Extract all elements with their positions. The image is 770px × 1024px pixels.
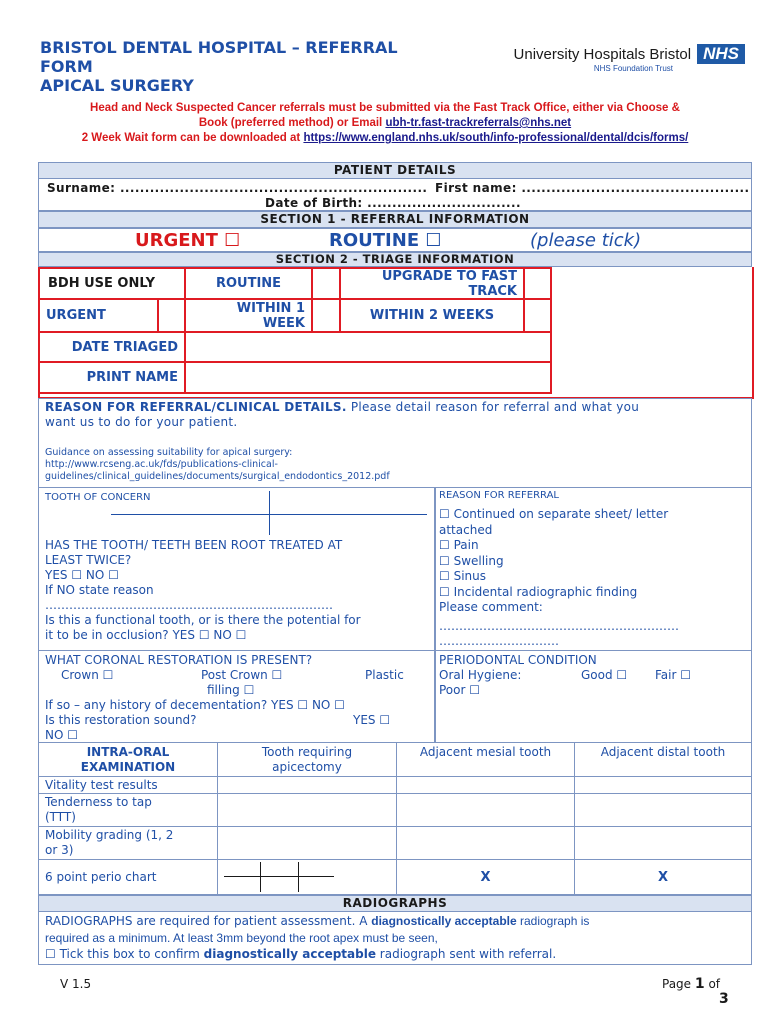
perio-chart-tooth-cell[interactable] <box>217 859 397 895</box>
exam-row-ttt: Tenderness to tap (TTT) <box>38 793 218 827</box>
urgent-checkbox[interactable]: URGENT ☐ <box>135 230 241 251</box>
upgrade-fast-track-box[interactable] <box>523 267 552 300</box>
print-name-label: PRINT NAME <box>38 361 186 394</box>
within-1-week-label: WITHIN 1 WEEK <box>184 298 313 333</box>
guidance-link[interactable]: http://www.rcseng.ac.uk/fds/publications-clinical- <box>45 459 278 470</box>
comment-field[interactable]: …………………………………………………… <box>439 618 679 633</box>
routine-checkbox[interactable]: ROUTINE ☐ <box>329 230 442 251</box>
mobility-distal-cell[interactable] <box>574 826 752 860</box>
perio-distal-cell <box>574 859 752 895</box>
tooth-history-box <box>38 487 436 651</box>
ttt-mesial-cell[interactable] <box>396 793 575 827</box>
triage-urgent-label: URGENT <box>38 298 159 333</box>
print-name-field[interactable] <box>184 361 552 394</box>
patient-details-box <box>38 178 752 211</box>
periodontal-label: PERIODONTAL CONDITION <box>439 653 597 667</box>
ttt-tooth-cell[interactable] <box>217 793 397 827</box>
ttt-distal-cell[interactable] <box>574 793 752 827</box>
triage-urgent-box[interactable] <box>157 298 186 333</box>
dob-field[interactable]: Date of Birth: ............................... <box>265 196 521 210</box>
date-triaged-label: DATE TRIAGED <box>38 331 186 363</box>
good-checkbox[interactable]: Good ☐ <box>581 668 628 682</box>
exam-row-mobility: Mobility grading (1, 2 or 3) <box>38 826 218 860</box>
date-triaged-field[interactable] <box>184 331 552 363</box>
fast-track-notice <box>20 101 750 146</box>
swelling-checkbox[interactable]: ☐ Swelling <box>439 553 504 568</box>
mobility-mesial-cell[interactable] <box>396 826 575 860</box>
triage-routine-box[interactable] <box>311 267 341 300</box>
exam-row-perio-chart: 6 point perio chart <box>38 859 218 895</box>
section-1-band: SECTION 1 - REFERRAL INFORMATION <box>38 211 752 228</box>
radiographs-requirement: required as a minimum. At least 3mm beyond the root apex must be seen, <box>45 931 438 945</box>
email-link[interactable]: ubh-tr.fast-trackreferrals@nhs.net <box>385 117 572 129</box>
nhs-logo-icon: NHS <box>697 44 745 64</box>
forms-link[interactable]: https://www.england.nhs.uk/south/info-professional/dental/dcis/forms/ <box>303 132 689 144</box>
coronal-restoration-question: WHAT CORONAL RESTORATION IS PRESENT? <box>45 653 313 667</box>
guidance-text: Guidance on assessing suitability for apical surgery: http://www.rcseng.ac.uk/fds/publications-clinical- guidelines/clinical_guidelines/documents/surgical_endodontics_2012.pdf <box>45 447 390 482</box>
sound-yes-checkbox[interactable]: YES ☐ <box>353 713 391 727</box>
perio-chart-divider-2 <box>298 862 299 892</box>
distal-x-mark: X <box>657 869 669 885</box>
mesial-x-mark: X <box>480 869 491 885</box>
post-crown-checkbox[interactable]: Post Crown ☐ <box>201 668 283 682</box>
bdh-use-only-label: BDH USE ONLY <box>38 267 186 300</box>
exam-header-label: INTRA-ORAL EXAMINATION <box>38 742 218 777</box>
pain-checkbox[interactable]: ☐ Pain <box>439 538 479 552</box>
within-1-week-box[interactable] <box>311 298 341 333</box>
perio-mesial-cell <box>396 859 575 895</box>
incidental-checkbox[interactable]: ☐ Incidental radiographic finding <box>439 584 638 599</box>
occlusion-options[interactable]: it to be in occlusion? YES ☐ NO ☐ <box>45 628 247 642</box>
radiographs-text: RADIOGRAPHS are required for patient assessment. A diagnostically acceptable radiograph is <box>45 914 590 928</box>
crown-checkbox[interactable]: Crown ☐ <box>61 668 114 682</box>
radiographs-box <box>38 911 752 965</box>
sound-no-checkbox[interactable]: NO ☐ <box>45 728 78 742</box>
upgrade-fast-track-label: UPGRADE TO FAST TRACK <box>339 267 525 300</box>
trust-name: University Hospitals Bristol <box>513 45 692 63</box>
perio-chart-line <box>224 876 334 877</box>
exam-header-tooth: Tooth requiring apicectomy <box>217 742 397 777</box>
tooth-grid-vertical <box>269 491 270 535</box>
notice-line-3: 2 Week Wait form can be downloaded at https://www.england.nhs.uk/south/info-professional/dental/dcis/forms/ <box>81 132 689 144</box>
no-reason-field[interactable]: ……………………………………………………………… <box>45 598 333 612</box>
restoration-sound-question: Is this restoration sound? <box>45 713 197 727</box>
radiograph-confirm-checkbox[interactable]: ☐ Tick this box to confirm diagnostically acceptable radiograph sent with referral. <box>45 947 557 961</box>
tooth-of-concern-label: TOOTH OF CONCERN <box>45 492 151 503</box>
clinical-details-heading: REASON FOR REFERRAL/CLINICAL DETAILS. Please detail reason for referral and what you want us to do for your patient. <box>45 400 640 429</box>
page-total: 3 <box>719 991 729 1007</box>
triage-routine-label: ROUTINE <box>184 267 313 300</box>
title-line-1: BRISTOL DENTAL HOSPITAL – REFERRAL <box>40 38 398 57</box>
referral-form <box>38 162 752 972</box>
sinus-checkbox[interactable]: ☐ Sinus <box>439 569 486 583</box>
vitality-distal-cell[interactable] <box>574 776 752 794</box>
vitality-tooth-cell[interactable] <box>217 776 397 794</box>
decementation-question[interactable]: If so – any history of decementation? YES ☐ NO ☐ <box>45 698 345 712</box>
coronal-restoration-box <box>38 650 436 743</box>
reason-list-box <box>434 487 752 651</box>
trust-subtitle: NHS Foundation Trust <box>593 64 673 73</box>
continued-checkbox[interactable]: ☐ Continued on separate sheet/ letter <box>439 507 669 521</box>
root-treated-question: HAS THE TOOTH/ TEETH BEEN ROOT TREATED AT LEAST TWICE? YES ☐ NO ☐ If NO state reason ……………………………………………………………… Is this a functional tooth, or is there the potential for it to be in occlusion? YES ☐ NO ☐ <box>45 538 435 643</box>
vitality-mesial-cell[interactable] <box>396 776 575 794</box>
exam-header-distal: Adjacent distal tooth <box>574 742 752 777</box>
notice-line-1: Head and Neck Suspected Cancer referrals must be submitted via the Fast Track Office, either via Choose & <box>90 102 680 114</box>
radiographs-band: RADIOGRAPHS <box>38 895 752 912</box>
oral-hygiene-label: Oral Hygiene: <box>439 668 522 682</box>
periodontal-box <box>434 650 752 743</box>
poor-checkbox[interactable]: Poor ☐ <box>439 683 480 697</box>
clinical-details-box[interactable] <box>38 398 752 488</box>
surname-field[interactable]: Surname: .............................................................. <box>47 181 428 195</box>
notice-line-2: Book (preferred method) or Email ubh-tr.fast-trackreferrals@nhs.net <box>198 117 572 129</box>
plastic-filling-checkbox[interactable]: filling ☐ <box>207 683 255 697</box>
title-line-2: FORM <box>40 57 93 76</box>
plastic-filling-label: Plastic <box>365 668 404 682</box>
first-name-field[interactable]: First name: .............................................. <box>435 181 750 195</box>
trust-logo <box>480 44 745 73</box>
root-treated-options[interactable]: YES ☐ NO ☐ <box>45 568 119 582</box>
page-number: Page 1 of <box>662 976 721 992</box>
urgency-row <box>38 228 752 252</box>
perio-chart-divider-1 <box>260 862 261 892</box>
fair-checkbox[interactable]: Fair ☐ <box>655 668 691 682</box>
please-tick-note: (please tick) <box>530 230 642 251</box>
mobility-tooth-cell[interactable] <box>217 826 397 860</box>
version-label: V 1.5 <box>60 977 92 991</box>
form-title <box>40 38 470 95</box>
patient-details-band: PATIENT DETAILS <box>38 162 752 179</box>
exam-header-mesial: Adjacent mesial tooth <box>396 742 575 777</box>
within-2-weeks-box[interactable] <box>523 298 552 333</box>
reason-options: ☐ Continued on separate sheet/ letter attached ☐ Pain ☐ Swelling ☐ Sinus ☐ Incidental radiographic finding Please comment: …………………………………………………… ………………………… <box>439 507 749 650</box>
title-line-3: APICAL SURGERY <box>40 76 194 95</box>
exam-row-vitality: Vitality test results <box>38 776 218 794</box>
section-2-band: SECTION 2 - TRIAGE INFORMATION <box>38 252 752 267</box>
within-2-weeks-label: WITHIN 2 WEEKS <box>339 298 525 333</box>
reason-for-referral-label: REASON FOR REFERRAL <box>439 490 559 501</box>
